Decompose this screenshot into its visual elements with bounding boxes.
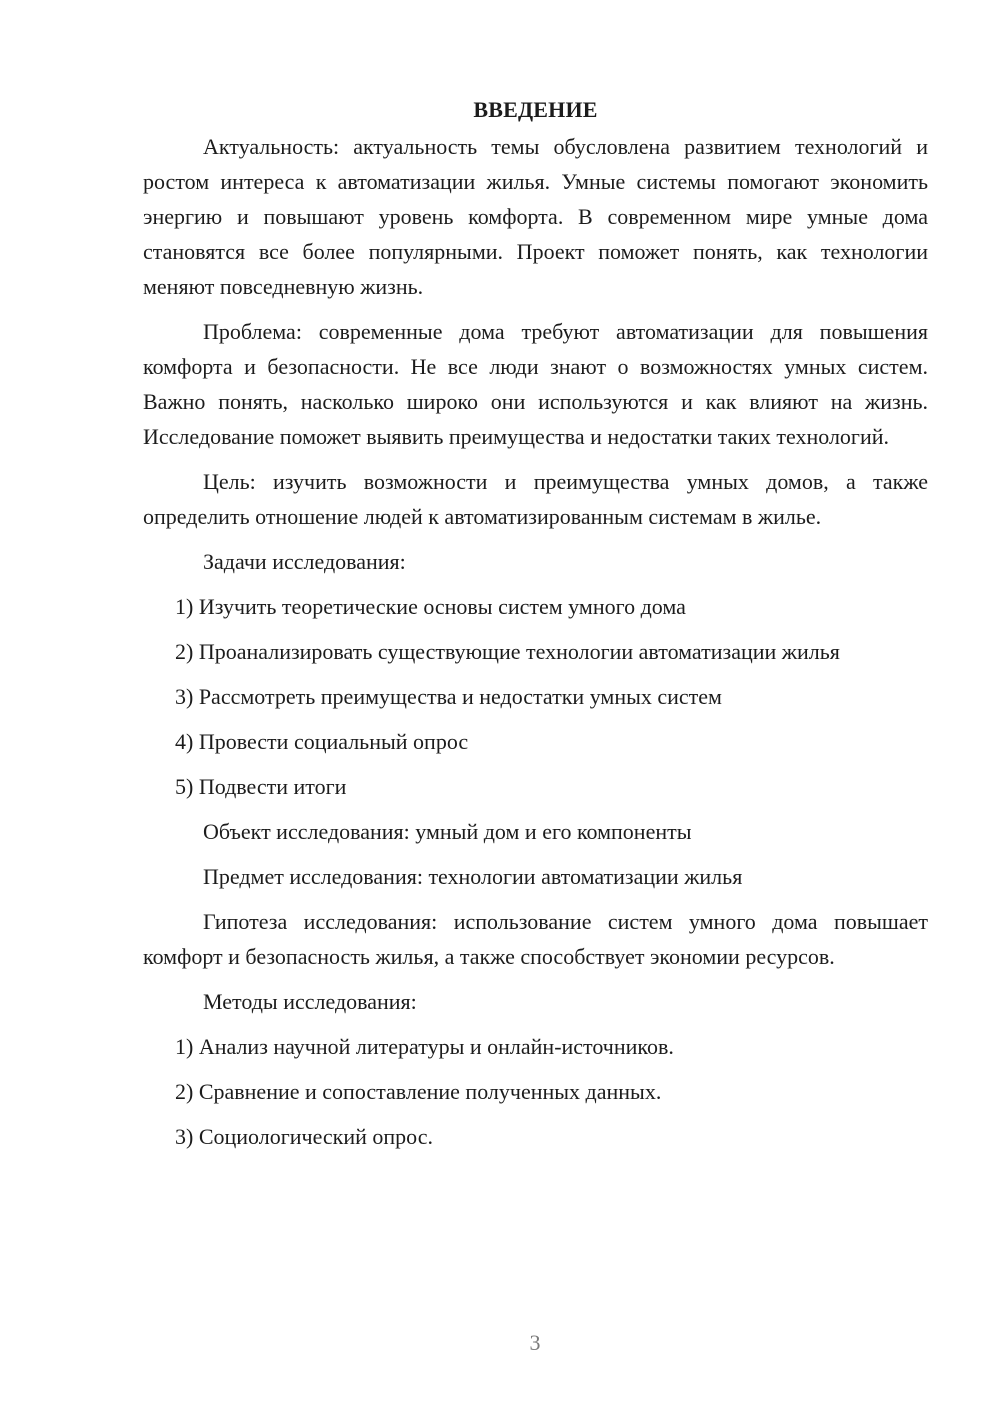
relevance-paragraph: Актуальность: актуальность темы обусловлена развитием технологий и ростом интереса к автоматизации жилья. Умные системы помогают экономить энергию и повышают уровень комфорта. В современном мире умные дома становятся все более популярными. Проект поможет понять, как технологии меняют повседневную жизнь. — [143, 134, 928, 299]
object-line: Объект исследования: умный дом и его компоненты — [203, 819, 692, 844]
method-item-1: 1) Анализ научной литературы и онлайн-источников. — [175, 1034, 674, 1059]
method-item-3: 3) Социологический опрос. — [175, 1124, 433, 1149]
document-body — [143, 92, 928, 1164]
task-item-5: 5) Подвести итоги — [175, 774, 347, 799]
page-title: ВВЕДЕНИЕ — [473, 97, 598, 122]
task-item-3: 3) Рассмотреть преимущества и недостатки умных систем — [175, 684, 722, 709]
subject-line: Предмет исследования: технологии автоматизации жилья — [203, 864, 743, 889]
page-number: 3 — [529, 1330, 541, 1355]
hypothesis-paragraph: Гипотеза исследования: использование систем умного дома повышает комфорт и безопасность жилья, а также способствует экономии ресурсов. — [143, 909, 928, 969]
task-item-2: 2) Проанализировать существующие технологии автоматизации жилья — [175, 639, 840, 664]
problem-paragraph: Проблема: современные дома требуют автоматизации для повышения комфорта и безопасности. Не все люди знают о возможностях умных систем. Важно понять, насколько широко они используются и как влияют на жизнь. Исследование поможет выявить преимущества и недостатки таких технологий. — [143, 319, 928, 449]
task-item-4: 4) Провести социальный опрос — [175, 729, 469, 754]
task-item-1: 1) Изучить теоретические основы систем умного дома — [175, 594, 686, 619]
tasks-heading: Задачи исследования: — [203, 549, 406, 574]
methods-heading: Методы исследования: — [203, 989, 417, 1014]
goal-paragraph: Цель: изучить возможности и преимущества умных домов, а также определить отношение людей к автоматизированным системам в жилье. — [143, 469, 928, 529]
method-item-2: 2) Сравнение и сопоставление полученных данных. — [175, 1079, 662, 1104]
